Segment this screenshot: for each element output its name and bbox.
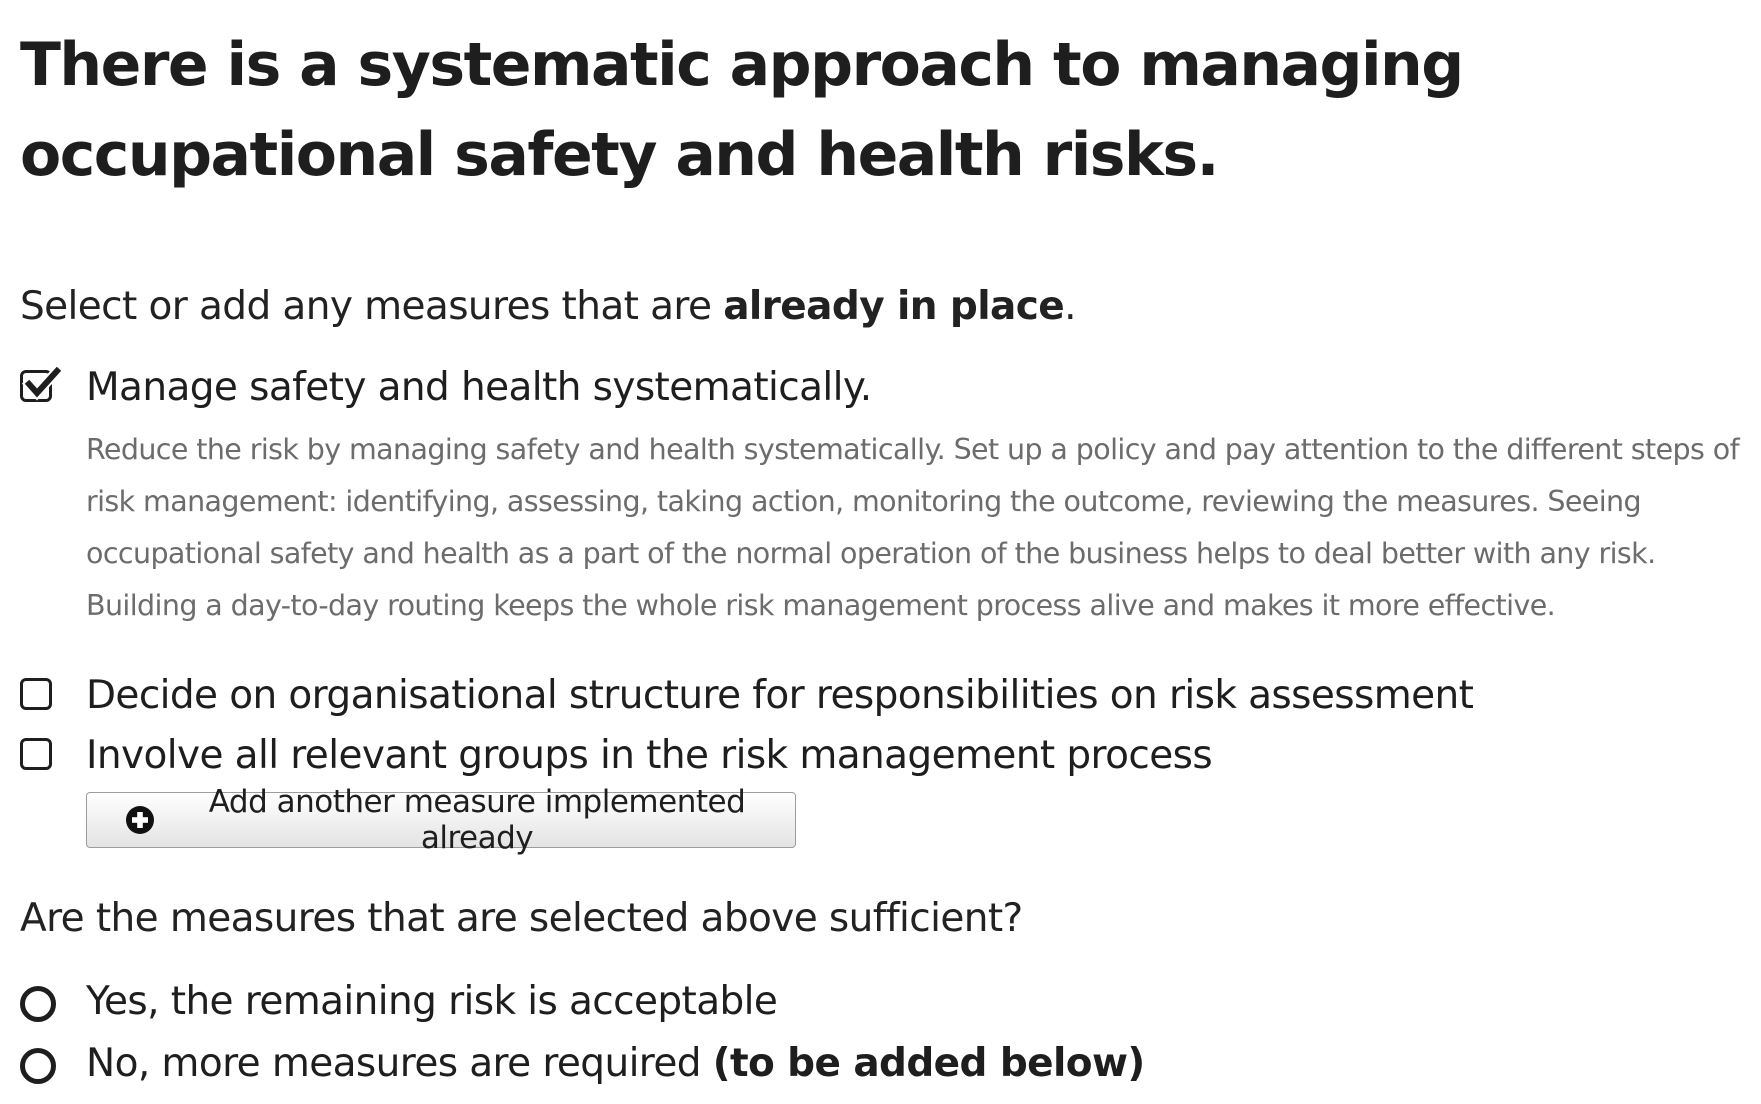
instruction-text-bold: already in place: [723, 284, 1065, 329]
measure-description: Reduce the risk by managing safety and health systematically. Set up a policy and pay attention to the different steps of risk management: identifying, assessing, taking action, monitoring the outcome, reviewing the measures. Seeing occupational safety and health as a part of the normal operation of the business helps to deal better with any risk. Building a day-to-day routing keeps the whole risk management process alive and makes it more effective.: [86, 433, 1740, 622]
radio-option-label-bold: (to be added below): [712, 1041, 1145, 1086]
add-measure-button[interactable]: [86, 784, 796, 856]
radio-option-label: Yes, the remaining risk is acceptable: [86, 979, 778, 1024]
measure-item: [20, 670, 1740, 722]
measure-item: [20, 362, 1740, 632]
plus-circle-icon: [125, 805, 155, 835]
measure-checkbox-checked[interactable]: [20, 370, 52, 402]
radio-option-label: No, more measures are required: [86, 1041, 713, 1086]
sufficiency-options: [20, 974, 1740, 1096]
measure-label[interactable]: Decide on organisational structure for responsibilities on risk assessment: [86, 673, 1474, 718]
add-measure-button-label: Add another measure implemented already: [208, 784, 746, 856]
measure-label[interactable]: Manage safety and health systematically.: [86, 365, 872, 410]
radio-button[interactable]: [20, 1048, 56, 1084]
instruction-text-before: Select or add any measures that are: [20, 284, 724, 329]
sufficiency-question: Are the measures that are selected above sufficient?: [20, 896, 1023, 941]
instruction-text: [20, 282, 1740, 332]
radio-option-yes[interactable]: [20, 974, 1740, 1034]
page-title: There is a systematic approach to managing occupational safety and health risks.: [20, 30, 1463, 190]
measure-checkbox[interactable]: [20, 678, 52, 710]
page: [20, 20, 1740, 1096]
measure-label[interactable]: Involve all relevant groups in the risk management process: [86, 733, 1213, 778]
radio-button[interactable]: [20, 986, 56, 1022]
instruction-text-after: .: [1064, 284, 1076, 329]
measure-checkbox[interactable]: [20, 738, 52, 770]
radio-option-no[interactable]: [20, 1036, 1740, 1096]
measure-item: [20, 730, 1740, 782]
checkmark-icon: [21, 365, 61, 403]
